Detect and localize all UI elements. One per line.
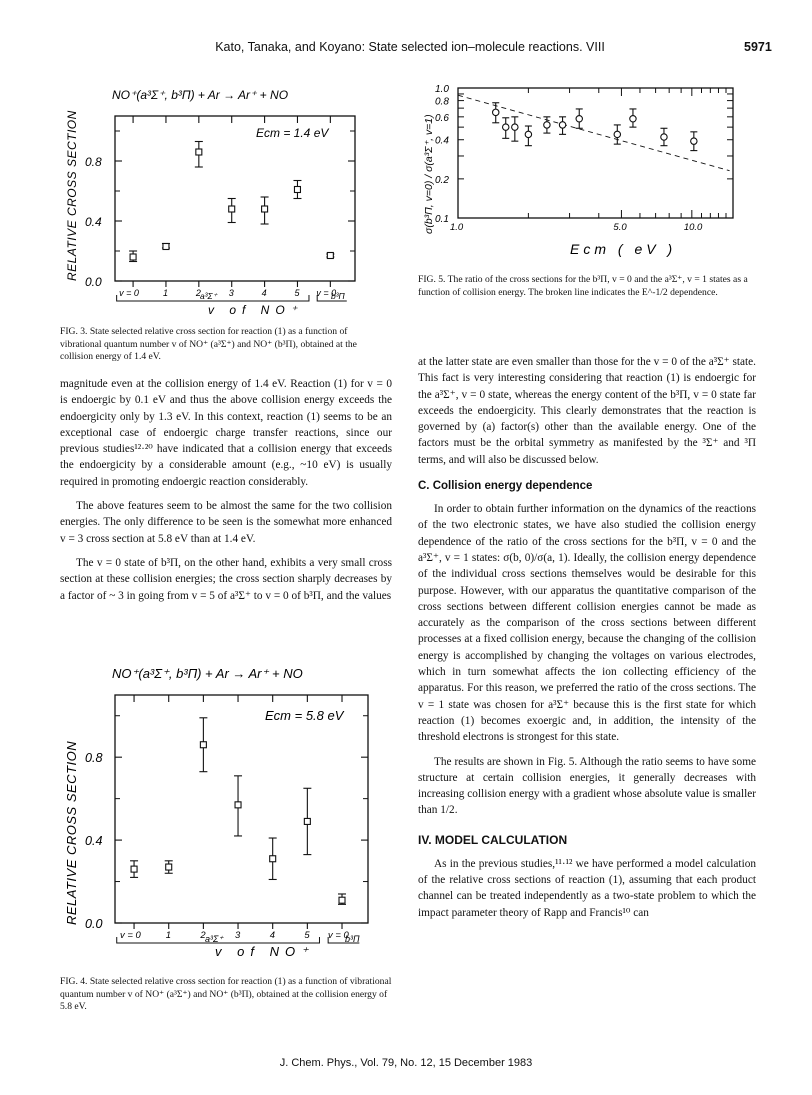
figure-4-chart [60, 660, 390, 960]
fig4-xlabel: v of NO⁺ [215, 944, 314, 959]
fig5-data-point [691, 138, 697, 144]
fig5-data-point [503, 124, 509, 130]
fig5-data-point [576, 116, 582, 122]
fig4-ytick-label: 0.0 [85, 917, 103, 931]
left-column-text [60, 376, 392, 604]
page-number: 5971 [744, 40, 772, 54]
fig4-data-point [304, 818, 310, 824]
fig3-xtick-label: v = 0 [316, 288, 337, 298]
fig5-ytick-label: 0.6 [435, 112, 449, 124]
fig4-data-point [131, 866, 137, 872]
right-paragraph-1: at the latter state are even smaller than those for the v = 0 of the a³Σ⁺ state. This fact is very interesting considering that reaction (1) is endoergic for the a³Σ⁺, v = 0 state, whereas the energy content of the b³Π, v = 0 state far exceeds the endoergicity. This clearly demonstrates that the reaction is governed by (a) factor(s) other than the available energy. One of the factors must be the orbital symmetry as manifested by the ³Σ⁺ and ³Π terms, and will also be discussed below. [418, 356, 756, 466]
fig5-data-point [559, 122, 565, 128]
fig3-data-point [327, 253, 333, 259]
fig5-caption: FIG. 5. The ratio of the cross sections for the b³Π, v = 0 and the a³Σ⁺, v = 1 states as a function of collision energy. The broken line indicates the E^-1/2 dependence. [418, 274, 748, 298]
figure-5-chart [418, 82, 758, 262]
fig4-xtick-label: 5 [304, 930, 310, 941]
fig3-ytick-label: 0.0 [85, 275, 102, 289]
journal-footer: J. Chem. Phys., Vol. 79, No. 12, 15 December 1983 [279, 1057, 533, 1069]
fig4-xtick-label: 2 [200, 930, 206, 941]
fig4-xtick-label: v = 0 [328, 930, 349, 941]
right-column-text [418, 354, 756, 921]
left-paragraph-2: The above features seem to be almost the same for the two collision energies. The only difference to be seen is the somewhat more enhanced v = 3 cross section at 5.8 eV than at 1.4 eV. [60, 500, 392, 545]
fig4-group-b-label: b³Π [345, 934, 360, 944]
fig4-frame [115, 695, 368, 923]
fig5-data-point [525, 131, 531, 137]
fig3-data-point [130, 254, 136, 260]
left-paragraph-3: The v = 0 state of b³Π, on the other hand, exhibits a very small cross section at these collision energies; the cross section sharply decreases by a factor of ~ 3 in going from v = 5 of a³Σ⁺ to v = 0 of b³Π, and the values [60, 556, 392, 602]
fig3-data-point [294, 187, 300, 193]
section-heading-iv: IV. MODEL CALCULATION [418, 832, 568, 847]
figure-3-chart [60, 86, 380, 320]
fig5-ylabel: σ(b³Π, v=0) / σ(a³Σ⁺, v=1) [423, 114, 435, 234]
fig4-data-point [270, 856, 276, 862]
fig3-ylabel: RELATIVE CROSS SECTION [65, 110, 79, 281]
fig3-reaction: NO⁺(a³Σ⁺, b³Π) + Ar → Ar⁺ + NO [112, 88, 289, 102]
fig3-data-point [196, 149, 202, 155]
fig5-ytick-label: 0.1 [435, 214, 449, 225]
fig3-group-a-label: a³Σ⁺ [200, 291, 218, 301]
fig4-ytick-label: 0.8 [85, 751, 103, 766]
fig3-xtick-label: 5 [294, 288, 300, 298]
fig4-energy-label: Ecm = 5.8 eV [265, 708, 344, 723]
fig5-data-point [614, 131, 620, 137]
fig4-xtick-label: 3 [235, 930, 241, 941]
fig5-ytick-label: 0.2 [435, 174, 449, 186]
fig5-xtick-label: 10.0 [683, 222, 703, 233]
fig5-data-point [493, 109, 499, 115]
fig4-ylabel: RELATIVE CROSS SECTION [64, 740, 79, 925]
fig3-xtick-label: 1 [162, 288, 168, 298]
fig4-ytick-label: 0.4 [85, 834, 103, 849]
fig4-data-point [235, 802, 241, 808]
fig3-xtick-label: 3 [228, 288, 234, 298]
fig5-reference-line [458, 95, 730, 170]
fig3-data-point [229, 206, 235, 212]
fig3-xlabel: v of NO⁺ [208, 303, 304, 317]
fig5-xtick-label: 1.0 [450, 222, 464, 233]
right-paragraph-3: The results are shown in Fig. 5. Although the ratio seems to have some structure at certain collision energies, it generally decreases with increasing collision energy with a gradient whose absolute value is smaller than 1/2. [418, 755, 756, 817]
fig5-ytick-label: 1.0 [435, 84, 449, 95]
fig4-caption: FIG. 4. State selected relative cross section for reaction (1) as a function of vibrational quantum number v of NO⁺ (a³Σ⁺) and NO⁺ (b³Π), obtained at the collision energy of 5.8 eV. [60, 976, 392, 1013]
fig5-frame [458, 88, 733, 218]
fig3-ytick-label: 0.8 [85, 155, 102, 169]
fig5-ytick-label: 0.4 [435, 135, 449, 147]
fig5-xlabel: Ecm ( eV ) [570, 241, 677, 257]
fig4-xtick-label: 1 [165, 930, 171, 941]
fig4-xtick-label: 4 [269, 930, 275, 941]
fig3-energy-label: Ecm = 1.4 eV [256, 126, 329, 140]
left-paragraph-1: magnitude even at the collision energy of 1.4 eV. Reaction (1) for v = 0 is endoergic by 0.1 eV and thus the above collision energy exceeds the endoergicity only by 1.3 eV. In this context, reaction (1) seems to be an exceptional case of endoergic charge transfer reactions, since our previous studies¹²·²⁰ have indicated that a collision energy that exceeds the endoergicity by a considerable amount (e.g., ~10 eV) is usually required in promoting endoergic reaction considerably. [60, 378, 392, 488]
fig4-xtick-label: v = 0 [120, 930, 141, 941]
fig4-data-point [166, 864, 172, 870]
fig5-data-point [512, 124, 518, 130]
fig4-data-point [339, 897, 345, 903]
fig4-reaction: NO⁺(a³Σ⁺, b³Π) + Ar → Ar⁺ + NO [112, 666, 303, 681]
fig5-xtick-label: 5.0 [613, 222, 627, 233]
fig3-group-b-label: b³Π [331, 291, 345, 301]
fig5-data-point [630, 116, 636, 122]
fig3-xtick-label: v = 0 [119, 288, 139, 298]
fig5-data-point [544, 122, 550, 128]
fig3-xtick-label: 2 [195, 288, 201, 298]
fig3-data-point [262, 206, 268, 212]
section-heading-c: C. Collision energy dependence [418, 480, 593, 493]
running-title: Kato, Tanaka, and Koyano: State selected ion–molecule reactions. VIII [215, 40, 605, 54]
right-paragraph-2: In order to obtain further information on the dynamics of the reactions of the two electronic states, we have also studied the collision energy dependence of the ratio of the cross sections for the b³Π, v = 0 and the a³Σ⁺, v = 1 states: σ(b, 0)/σ(a, 1). Ideally, the collision energy dependence of the individual cross sections themselves would be desirable for this purpose. However, with our apparatus the quantitative comparison of the cross sections between different collision energies cannot be made as accurately as the comparison of the cross sections between different processes at a fixed collision energy, because the changing of the collision energy is accomplished by changing the voltages on various electrodes, which in turn somewhat affects the ion collecting efficiency of the apparatus. For this reason, we preferred the ratio of the cross sections. The v = 1 state was chosen for a³Σ⁺ because this is the first state for which reaction (1) becomes exoergic and, in addition, the intensity of the threshold electrons is strongest for this state. [418, 503, 756, 744]
right-paragraph-4: As in the previous studies,¹¹·¹² we have performed a model calculation of the relative cross sections of reaction (1), assuming that each product channel can be treated independently as a two-state problem to which the impact parameter theory of Rapp and Francis¹⁰ can [418, 857, 756, 919]
fig4-data-point [200, 742, 206, 748]
fig3-xtick-label: 4 [261, 288, 267, 298]
fig4-group-a-label: a³Σ⁺ [205, 934, 224, 944]
fig5-ytick-label: 0.8 [435, 96, 449, 108]
fig3-data-point [163, 244, 169, 250]
fig3-ytick-label: 0.4 [85, 215, 102, 229]
fig5-data-point [661, 134, 667, 140]
fig3-caption: FIG. 3. State selected relative cross section for reaction (1) as a function of vibrational quantum number v of NO⁺ (a³Σ⁺) and NO⁺ (b³Π), obtained at the collision energy of 1.4 eV. [60, 326, 357, 363]
